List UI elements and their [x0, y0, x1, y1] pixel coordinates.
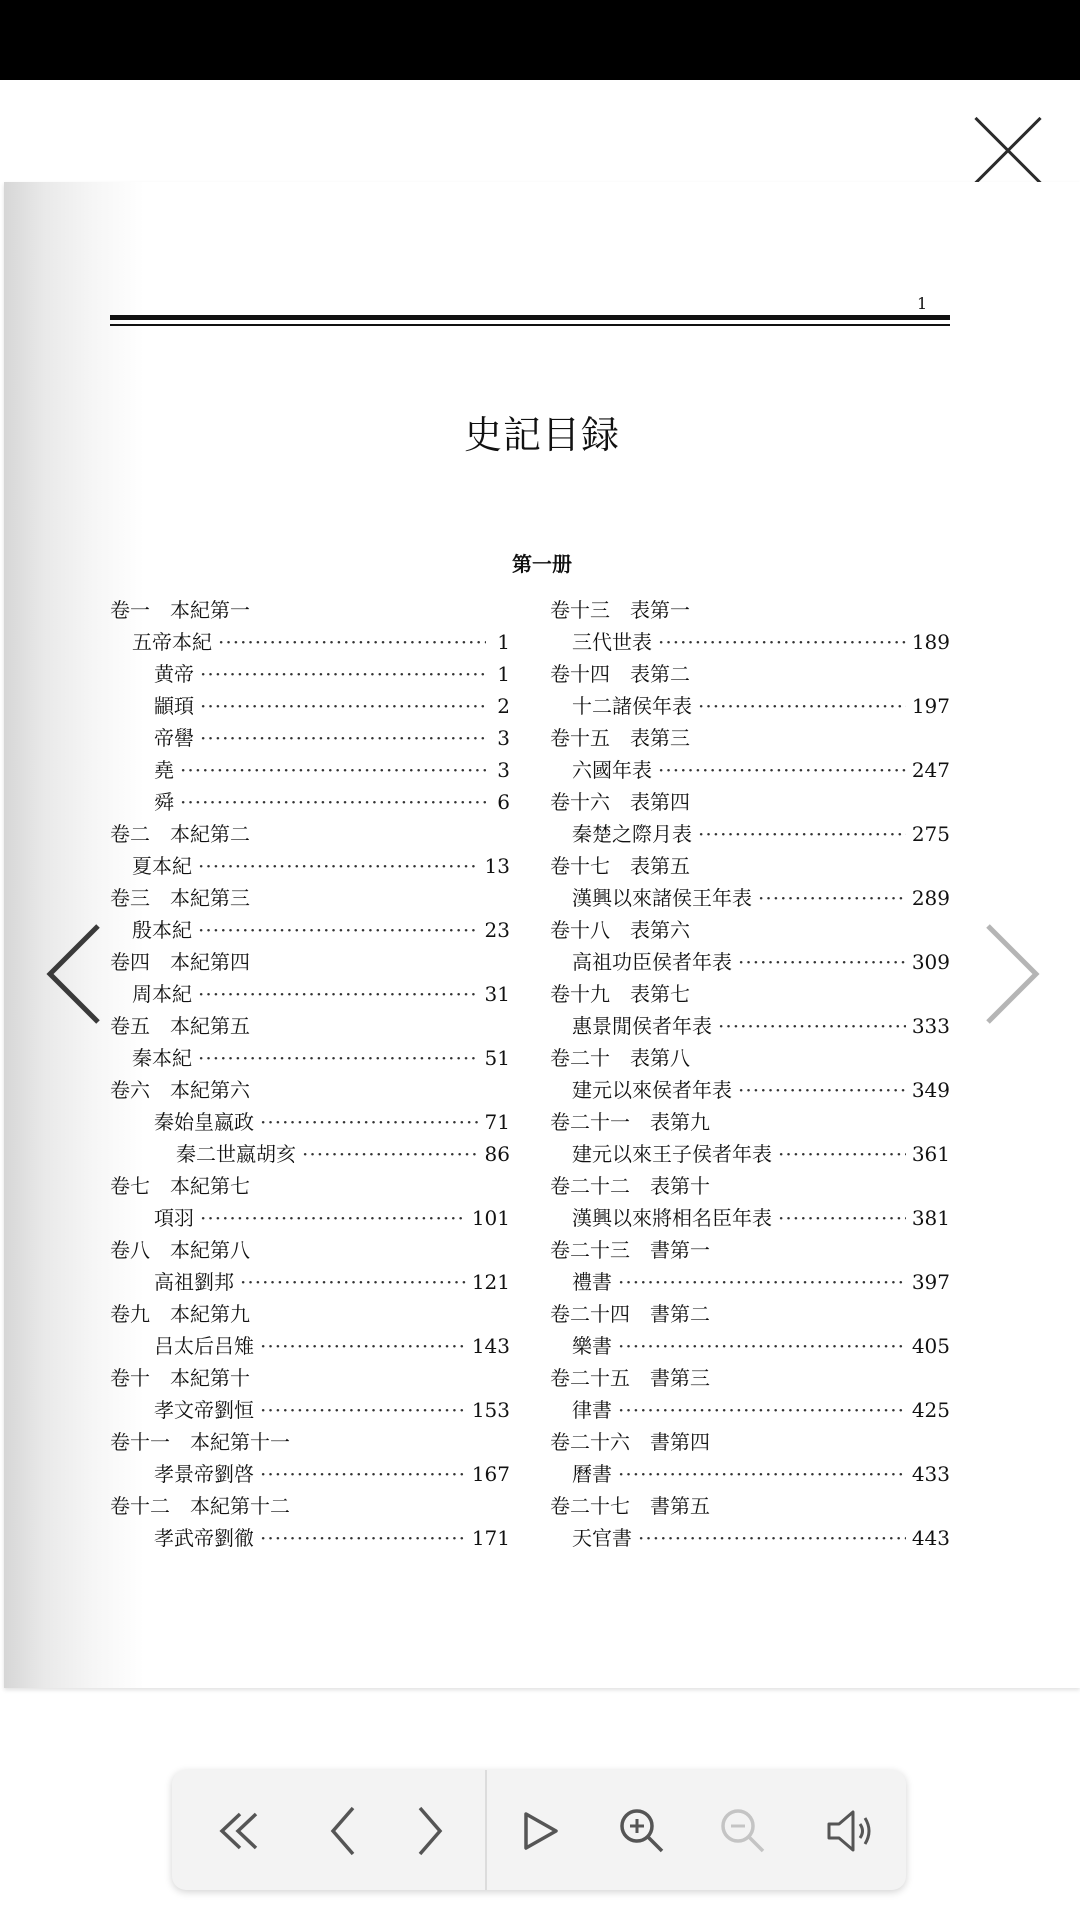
toc-entry: [110, 1202, 510, 1234]
toc-entry-title: 五帝本紀: [132, 630, 212, 654]
page-number: 1: [917, 294, 928, 313]
toc-entry-title: 惠景閒侯者年表: [572, 1014, 712, 1038]
status-bar: [0, 0, 1080, 80]
toc-entry-title: 建元以來王子侯者年表: [572, 1142, 772, 1166]
toc-entry-title: 卷七 本紀第七: [110, 1174, 250, 1198]
next-page-arrow[interactable]: [980, 922, 1044, 1026]
toc-leader-dots: [698, 690, 906, 722]
toc-entry-title: 六國年表: [572, 758, 652, 782]
toc-chapter-heading: [550, 1490, 950, 1522]
first-page-button[interactable]: [206, 1796, 276, 1866]
toc-entry-page: 143: [471, 1334, 510, 1358]
toc-leader-dots: [260, 1458, 466, 1490]
toc-entry-page: 197: [911, 694, 950, 718]
toc-entry-title: 卷四 本紀第四: [110, 950, 250, 974]
toc-chapter-heading: [550, 1042, 950, 1074]
toc-entry-page: 3: [497, 758, 510, 782]
toc-entry-title: 卷十六 表第四: [550, 790, 690, 814]
toc-entry-title: 卷三 本紀第三: [110, 886, 250, 910]
toc-entry-title: 孝景帝劉啓: [154, 1462, 254, 1486]
toc-leader-dots: [198, 1042, 479, 1074]
toc-entry: [550, 626, 950, 658]
toc-entry: [550, 1330, 950, 1362]
volume-label: 第一册: [512, 552, 572, 576]
toc-entry: [110, 914, 510, 946]
toc-entry: [110, 690, 510, 722]
toc-entry: [110, 1330, 510, 1362]
toc-chapter-heading: [110, 594, 510, 626]
toc-entry-page: 361: [911, 1142, 950, 1166]
toc-entry-title: 漢興以來諸侯王年表: [572, 886, 752, 910]
toc-entry: [110, 1138, 510, 1170]
bottom-toolbar: [172, 1770, 906, 1890]
toc-entry-title: 卷十一 本紀第十一: [110, 1430, 290, 1454]
toc-entry: [550, 818, 950, 850]
toc-entry-page: 189: [911, 630, 950, 654]
double-chevron-left-icon: [206, 1796, 276, 1866]
toc-leader-dots: [658, 626, 906, 658]
toc-entry-page: 381: [911, 1206, 950, 1230]
toc-entry-title: 周本紀: [132, 982, 192, 1006]
toc-entry: [110, 1458, 510, 1490]
toc-leader-dots: [260, 1106, 479, 1138]
toc-chapter-heading: [110, 818, 510, 850]
toc-leader-dots: [180, 786, 486, 818]
toc-chapter-heading: [110, 946, 510, 978]
toc-entry-page: 425: [911, 1398, 950, 1422]
toc-entry-page: 433: [911, 1462, 950, 1486]
toc-entry: [550, 1394, 950, 1426]
toc-chapter-heading: [110, 1170, 510, 1202]
toc-entry: [550, 882, 950, 914]
toc-entry-page: 153: [471, 1398, 510, 1422]
toc-entry: [550, 946, 950, 978]
chevron-left-icon: [42, 922, 106, 1026]
toc-entry-title: 律書: [572, 1398, 612, 1422]
toc-entry-title: 卷二十一 表第九: [550, 1110, 710, 1134]
toc-entry-title: 卷二十七 書第五: [550, 1494, 710, 1518]
toc-entry: [550, 1458, 950, 1490]
toc-chapter-heading: [550, 978, 950, 1010]
toc-entry-title: 卷十七 表第五: [550, 854, 690, 878]
toc-entry-page: 71: [484, 1110, 510, 1134]
toc-entry-title: 天官書: [572, 1526, 632, 1550]
toc-entry-title: 殷本紀: [132, 918, 192, 942]
toc-entry-page: 23: [484, 918, 510, 942]
toc-entry-title: 堯: [154, 758, 174, 782]
toc-entry-title: 十二諸侯年表: [572, 694, 692, 718]
toc-leader-dots: [302, 1138, 479, 1170]
toc-leader-dots: [618, 1266, 906, 1298]
toc-entry-page: 309: [911, 950, 950, 974]
toc-entry-page: 167: [471, 1462, 510, 1486]
toc-chapter-heading: [550, 1362, 950, 1394]
toc-entry: [110, 978, 510, 1010]
toc-entry-page: 2: [497, 694, 510, 718]
toc-leader-dots: [778, 1138, 906, 1170]
toc-leader-dots: [200, 722, 486, 754]
toc-leader-dots: [638, 1522, 906, 1554]
toc-column-left: [110, 594, 510, 1554]
toc-entry-title: 卷十五 表第三: [550, 726, 690, 750]
toc-entry-title: 孝武帝劉徹: [154, 1526, 254, 1550]
toc-entry: [550, 1266, 950, 1298]
toc-chapter-heading: [550, 594, 950, 626]
toc-entry: [550, 754, 950, 786]
toc-entry-title: 三代世表: [572, 630, 652, 654]
toc-chapter-heading: [550, 1426, 950, 1458]
toc-entry-title: 孝文帝劉恒: [154, 1398, 254, 1422]
toc-entry-title: 夏本紀: [132, 854, 192, 878]
speaker-icon: [815, 1796, 885, 1866]
toc-entry-title: 卷二十 表第八: [550, 1046, 690, 1070]
toc-entry-page: 275: [911, 822, 950, 846]
toc-entry-title: 曆書: [572, 1462, 612, 1486]
toc-chapter-heading: [550, 1234, 950, 1266]
toc-chapter-heading: [110, 1298, 510, 1330]
document-page: [4, 182, 1080, 1688]
toc-chapter-heading: [110, 1490, 510, 1522]
audio-button[interactable]: [815, 1796, 885, 1866]
toc-entry: [110, 722, 510, 754]
toc-entry-page: 405: [911, 1334, 950, 1358]
toc-entry-title: 卷十三 表第一: [550, 598, 690, 622]
toc-entry: [110, 658, 510, 690]
toc-entry-page: 289: [911, 886, 950, 910]
toc-leader-dots: [618, 1330, 906, 1362]
toolbar-divider: [485, 1770, 487, 1890]
toc-leader-dots: [618, 1394, 906, 1426]
toc-entry-page: 443: [911, 1526, 950, 1550]
page-title: 史記目録: [463, 413, 620, 457]
toc-entry: [110, 626, 510, 658]
toc-entry: [110, 754, 510, 786]
header-rule-thin: [110, 324, 950, 326]
toc-chapter-heading: [550, 722, 950, 754]
toc-leader-dots: [718, 1010, 906, 1042]
toc-entry-title: 卷一 本紀第一: [110, 598, 250, 622]
toc-entry-page: 1: [497, 630, 510, 654]
toc-entry: [550, 1202, 950, 1234]
toc-entry: [110, 786, 510, 818]
toc-leader-dots: [260, 1522, 466, 1554]
toc-entry-title: 卷十二 本紀第十二: [110, 1494, 290, 1518]
toc-chapter-heading: [110, 1010, 510, 1042]
toc-entry-page: 101: [471, 1206, 510, 1230]
chevron-right-icon: [980, 922, 1044, 1026]
toc-leader-dots: [200, 658, 486, 690]
toc-entry-title: 卷六 本紀第六: [110, 1078, 250, 1102]
toc-entry-title: 卷十九 表第七: [550, 982, 690, 1006]
toc-chapter-heading: [550, 1106, 950, 1138]
toc-leader-dots: [738, 946, 906, 978]
toc-chapter-heading: [550, 914, 950, 946]
toc-entry-title: 卷十 本紀第十: [110, 1366, 250, 1390]
toc-chapter-heading: [550, 786, 950, 818]
toc-entry-page: 51: [484, 1046, 510, 1070]
toc-entry: [110, 1394, 510, 1426]
toc-entry-title: 卷五 本紀第五: [110, 1014, 250, 1038]
toc-entry-title: 卷二十五 書第三: [550, 1366, 710, 1390]
toc-entry-title: 樂書: [572, 1334, 612, 1358]
toc-entry-title: 卷九 本紀第九: [110, 1302, 250, 1326]
prev-page-button[interactable]: [309, 1796, 379, 1866]
toc-leader-dots: [218, 626, 486, 658]
toc-chapter-heading: [550, 850, 950, 882]
toc-entry-title: 禮書: [572, 1270, 612, 1294]
zoom-in-icon: [607, 1796, 677, 1866]
toc-leader-dots: [198, 914, 479, 946]
toc-entry: [110, 1106, 510, 1138]
toc-entry-title: 秦楚之際月表: [572, 822, 692, 846]
toc-entry-title: 卷二十二 表第十: [550, 1174, 710, 1198]
toc-entry-title: 卷二十四 書第二: [550, 1302, 710, 1326]
toc-entry-title: 卷十四 表第二: [550, 662, 690, 686]
toc-entry: [550, 1074, 950, 1106]
toc-entry-title: 卷八 本紀第八: [110, 1238, 250, 1262]
toc-leader-dots: [198, 850, 479, 882]
play-icon: [504, 1796, 574, 1866]
toc-chapter-heading: [110, 882, 510, 914]
close-button[interactable]: [966, 108, 1050, 192]
toc-entry: [110, 1042, 510, 1074]
toc-entry-page: 6: [497, 790, 510, 814]
toc-leader-dots: [738, 1074, 906, 1106]
toc-entry: [550, 1522, 950, 1554]
toc-entry: [110, 850, 510, 882]
toc-entry-title: 顓頊: [154, 694, 194, 718]
toc-chapter-heading: [550, 1170, 950, 1202]
toc-entry-title: 帝嚳: [154, 726, 194, 750]
toc-entry-title: 吕太后吕雉: [154, 1334, 254, 1358]
toc-leader-dots: [260, 1330, 466, 1362]
toc-chapter-heading: [110, 1362, 510, 1394]
zoom-in-button[interactable]: [607, 1796, 677, 1866]
toc-chapter-heading: [110, 1426, 510, 1458]
toc-chapter-heading: [110, 1234, 510, 1266]
toc-entry-page: 247: [911, 758, 950, 782]
toc-entry: [110, 1266, 510, 1298]
toc-leader-dots: [698, 818, 906, 850]
toc-chapter-heading: [110, 1074, 510, 1106]
toc-entry-page: 121: [471, 1270, 510, 1294]
prev-page-arrow[interactable]: [42, 922, 106, 1026]
toc-entry-title: 黄帝: [154, 662, 194, 686]
toc-entry-title: 舜: [154, 790, 174, 814]
toc-leader-dots: [618, 1458, 906, 1490]
toc-entry-title: 高祖功臣侯者年表: [572, 950, 732, 974]
toc-entry-title: 秦本紀: [132, 1046, 192, 1070]
toc-entry-page: 3: [497, 726, 510, 750]
zoom-out-icon: [708, 1796, 778, 1866]
toc-entry-title: 秦二世嬴胡亥: [176, 1142, 296, 1166]
toc-entry-page: 397: [911, 1270, 950, 1294]
chevron-left-icon: [309, 1796, 379, 1866]
toc-leader-dots: [180, 754, 486, 786]
zoom-out-button[interactable]: [708, 1796, 778, 1866]
toc-entry-page: 171: [471, 1526, 510, 1550]
toc-entry-title: 卷二十三 書第一: [550, 1238, 710, 1262]
toc-leader-dots: [240, 1266, 466, 1298]
toc-entry-page: 13: [484, 854, 510, 878]
chevron-right-icon: [394, 1796, 464, 1866]
toc-entry-page: 349: [911, 1078, 950, 1102]
toc-entry-title: 建元以來侯者年表: [572, 1078, 732, 1102]
toc-entry: [110, 1522, 510, 1554]
toc-entry-title: 漢興以來將相名臣年表: [572, 1206, 772, 1230]
toc-entry: [550, 690, 950, 722]
toc-entry-page: 333: [911, 1014, 950, 1038]
toc-chapter-heading: [550, 658, 950, 690]
toc-entry-page: 86: [484, 1142, 510, 1166]
toc-leader-dots: [758, 882, 906, 914]
next-page-button[interactable]: [394, 1796, 464, 1866]
toc-entry-title: 卷十八 表第六: [550, 918, 690, 942]
header-rule-thick: [110, 315, 950, 320]
toc-leader-dots: [260, 1394, 466, 1426]
toc-leader-dots: [200, 1202, 466, 1234]
toc-leader-dots: [200, 690, 486, 722]
toc-entry-title: 項羽: [154, 1206, 194, 1230]
toc-leader-dots: [778, 1202, 906, 1234]
toc-entry-title: 秦始皇嬴政: [154, 1110, 254, 1134]
toc-column-right: [550, 594, 950, 1554]
toc-entry-page: 1: [497, 662, 510, 686]
toc-entry: [550, 1138, 950, 1170]
toc-entry: [550, 1010, 950, 1042]
toc-entry-title: 高祖劉邦: [154, 1270, 234, 1294]
toc-entry-page: 31: [484, 982, 510, 1006]
toc-entry-title: 卷二 本紀第二: [110, 822, 250, 846]
toc-chapter-heading: [550, 1298, 950, 1330]
toc-leader-dots: [658, 754, 906, 786]
play-button[interactable]: [504, 1796, 574, 1866]
toc-entry-title: 卷二十六 書第四: [550, 1430, 710, 1454]
toc-leader-dots: [198, 978, 479, 1010]
